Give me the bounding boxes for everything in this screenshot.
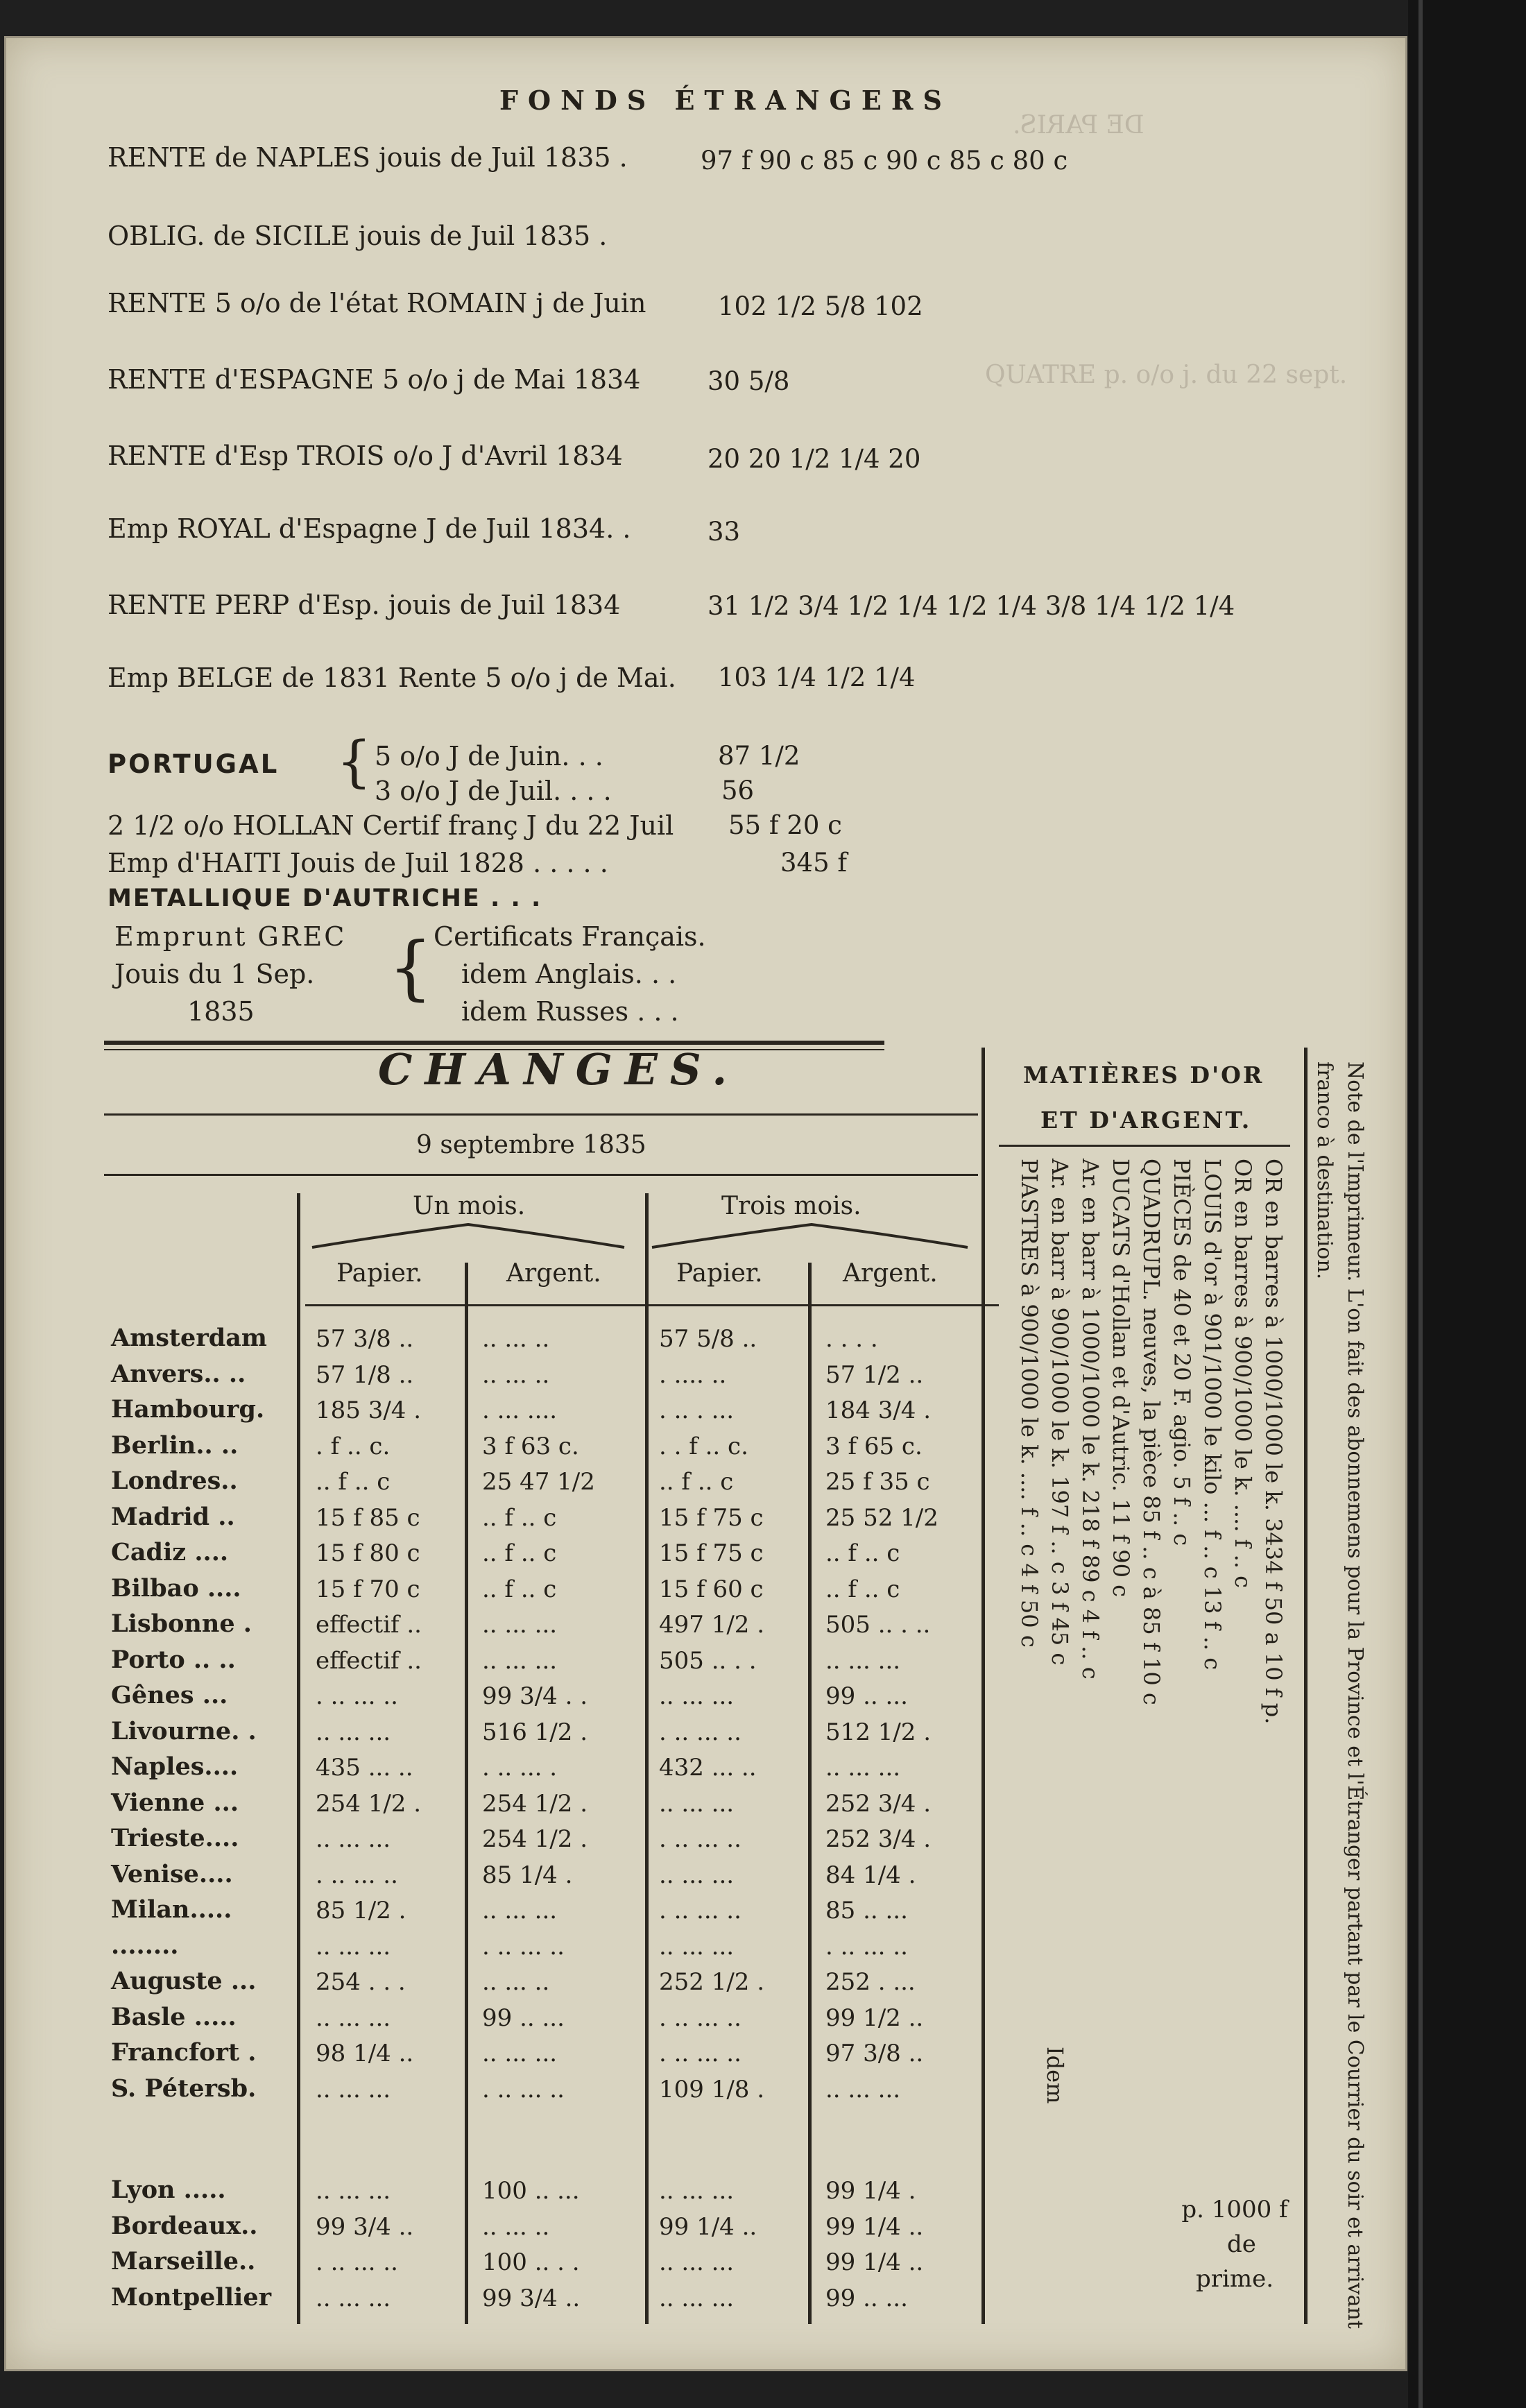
exchange-city: Basle .....: [111, 2002, 237, 2031]
exchange-cell: 99 3/4 ..: [316, 2212, 414, 2241]
exchange-city: Trieste....: [111, 1824, 239, 1852]
exchange-cell: 97 3/8 ..: [825, 2040, 924, 2067]
exchange-cell: . .. ... ..: [482, 1932, 565, 1961]
exchange-cell: . .. ... .: [482, 1754, 558, 1782]
metallique-label: METALLIQUE D'AUTRICHE . . .: [108, 885, 542, 912]
matieres-line: LOUIS d'or à 901/1000 le kilo ... f .. c 13 f .. c: [1199, 1159, 1226, 1671]
exchange-cell: 497 1/2 .: [659, 1611, 765, 1639]
exchange-cell: 512 1/2 .: [825, 1718, 932, 1746]
exchange-cell: . .. . ...: [659, 1397, 735, 1424]
exchange-cell: 254 1/2 .: [316, 1789, 422, 1818]
grec-line3: 1835: [187, 996, 255, 1027]
exchange-cell: 505 .. . .: [659, 1646, 757, 1675]
matieres-line: OR en barres à 900/1000 le k. .... f .. c: [1230, 1159, 1256, 1589]
exchange-cell: . .. ... ..: [659, 2040, 741, 2067]
matieres-rule: [999, 1145, 1290, 1147]
exchange-cell: 25 f 35 c: [825, 1468, 930, 1496]
exchange-cell: .. ... ...: [482, 1897, 558, 1924]
portugal-line1: 5 o/o J de Juin. . .: [375, 741, 603, 771]
grec-line1: Emprunt GREC: [114, 921, 347, 952]
grec-cert3: idem Russes . . .: [461, 996, 679, 1027]
exchange-cell: 57 1/2 ..: [825, 1360, 924, 1389]
matieres-line: PIASTRES à 900/1000 le k. .... f .. c 4 f 50 c: [1016, 1159, 1043, 1648]
exchange-cell: 99 .. ...: [482, 2004, 565, 2032]
matieres-line: PIÈCES de 40 et 20 F. agio. 5 f .. c: [1169, 1159, 1195, 1546]
prime-line1: p. 1000 f: [1181, 2196, 1288, 2223]
portugal-brace: {: [336, 729, 372, 794]
exchange-city: Francfort .: [111, 2038, 257, 2067]
exchange-cell: 98 1/4 ..: [316, 2040, 414, 2067]
fonds-row-quote: 30 5/8: [708, 366, 790, 396]
exchange-cell: . . . .: [825, 1325, 878, 1353]
exchange-cell: .. f .. c: [482, 1575, 557, 1603]
exchange-city: Madrid ..: [111, 1502, 235, 1531]
exchange-city: S. Pétersb.: [111, 2074, 257, 2103]
exchange-cell: 99 1/4 ..: [825, 2212, 924, 2241]
exchange-city: Bilbao ....: [111, 1573, 241, 1603]
haiti-quote: 345 f: [780, 848, 848, 878]
fonds-row-label: OBLIG. de SICILE jouis de Juil 1835 .: [108, 221, 608, 251]
table-rule: [297, 1193, 300, 2324]
exchange-cell: 185 3/4 .: [316, 1397, 422, 1424]
exchange-cell: 252 1/2 .: [659, 1968, 765, 1996]
changes-rule: [104, 1113, 978, 1116]
exchange-cell: .. ... ...: [316, 1825, 391, 1853]
bleed-through-text: DE PARIS.: [1013, 111, 1144, 139]
table-rule: [465, 1263, 468, 2324]
exchange-cell: .. ... ...: [659, 1682, 735, 1710]
fonds-row-quote: 31 1/2 3/4 1/2 1/4 1/2 1/4 3/8 1/4 1/2 1/4: [708, 591, 1235, 621]
exchange-cell: 99 1/4 ..: [825, 2248, 924, 2276]
exchange-cell: . f .. c.: [316, 1432, 391, 1460]
exchange-cell: .. ... ...: [825, 1646, 901, 1675]
exchange-cell: .. ... ...: [659, 1932, 735, 1961]
exchange-cell: 15 f 70 c: [316, 1575, 420, 1603]
table-rule: [808, 1263, 812, 2324]
exchange-cell: .. ... ..: [482, 1968, 550, 1996]
exchange-city: Amsterdam: [111, 1324, 267, 1352]
exchange-city: Livourne. .: [111, 1716, 257, 1745]
exchange-cell: . .. ... ..: [825, 1932, 908, 1961]
exchange-cell: . .. ... ..: [659, 2004, 741, 2032]
exchange-cell: .. f .. c: [316, 1468, 391, 1496]
table-rule: [645, 1193, 649, 2324]
fonds-title: FONDS ÉTRANGERS: [499, 85, 952, 116]
exchange-cell: 85 1/2 .: [316, 1897, 406, 1924]
exchange-cell: 99 1/4 .: [825, 2177, 916, 2205]
exchange-cell: 15 f 80 c: [316, 1539, 420, 1567]
header-underline: [305, 1304, 999, 1306]
exchange-cell: 57 3/8 ..: [316, 1325, 414, 1353]
exchange-cell: .. ... ..: [482, 1360, 550, 1389]
exchange-cell: 100 .. . .: [482, 2248, 580, 2276]
exchange-cell: .. ... ...: [825, 2075, 901, 2103]
matieres-title-1: MATIÈRES D'OR: [1023, 1061, 1264, 1088]
exchange-city: Gênes ...: [111, 1681, 228, 1709]
prime-line3: prime.: [1195, 2265, 1274, 2293]
exchange-cell: 84 1/4 .: [825, 1861, 916, 1889]
exchange-cell: .. ... ...: [316, 2284, 391, 2312]
exchange-city: Hambourg.: [111, 1395, 265, 1424]
exchange-cell: .. ... ...: [659, 2248, 735, 2276]
exchange-city: Anvers.. ..: [111, 1359, 246, 1388]
exchange-cell: 184 3/4 .: [825, 1397, 932, 1424]
col-argent-1: Argent.: [506, 1259, 601, 1288]
exchange-city: Lyon .....: [111, 2176, 226, 2204]
col-papier-3: Papier.: [676, 1259, 763, 1288]
exchange-cell: 99 3/4 . .: [482, 1682, 588, 1710]
exchange-cell: 432 ... ..: [659, 1754, 757, 1782]
matieres-line: DUCATS d'Hollan et d'Autric. 11 f 90 c: [1108, 1159, 1134, 1598]
exchange-cell: . .. ... ..: [659, 1825, 741, 1853]
exchange-cell: .. ... ...: [825, 1754, 901, 1782]
exchange-city: Cadiz ....: [111, 1538, 229, 1566]
fonds-row-quote: 103 1/4 1/2 1/4: [718, 663, 916, 692]
exchange-cell: . ... ....: [482, 1397, 558, 1424]
hollan-quote: 55 f 20 c: [728, 810, 842, 840]
exchange-city: Marseille..: [111, 2247, 256, 2275]
exchange-cell: 252 3/4 .: [825, 1789, 932, 1818]
imprimeur-note: Note de l'Imprimeur. L'on fait des abonnemens pour la Province et l'Étranger partant par le Courrier du soir et arrivant franco à destination.: [1312, 1061, 1367, 2329]
exchange-cell: .. ... ..: [482, 1325, 550, 1353]
exchange-cell: .. ... ...: [482, 1646, 558, 1675]
exchange-cell: . .. ... ..: [316, 2248, 398, 2276]
exchange-cell: .. ... ...: [316, 1718, 391, 1746]
fonds-row-label: RENTE d'ESPAGNE 5 o/o j de Mai 1834: [108, 364, 641, 395]
idem-label: Idem: [1042, 2047, 1068, 2104]
fonds-row-label: RENTE 5 o/o de l'état ROMAIN j de Juin: [108, 288, 646, 318]
changes-title: CHANGES.: [378, 1044, 740, 1095]
exchange-city: Lisbonne .: [111, 1609, 252, 1638]
fonds-row-label: RENTE de NAPLES jouis de Juil 1835 .: [108, 142, 628, 173]
exchange-cell: 3 f 65 c.: [825, 1432, 923, 1460]
exchange-cell: .. ... ..: [482, 2212, 550, 2241]
fonds-row-label: RENTE PERP d'Esp. jouis de Juil 1834: [108, 590, 621, 620]
exchange-cell: 99 .. ...: [825, 1682, 908, 1710]
exchange-cell: . .... ..: [659, 1360, 727, 1389]
exchange-cell: 57 1/8 ..: [316, 1360, 414, 1389]
exchange-cell: .. ... ...: [659, 2284, 735, 2312]
changes-date: 9 septembre 1835: [416, 1131, 646, 1159]
bleed-through-text: QUATRE p. o/o j. du 22 sept.: [985, 361, 1348, 389]
exchange-cell: 57 5/8 ..: [659, 1325, 757, 1353]
exchange-cell: .. f .. c: [825, 1575, 900, 1603]
exchange-cell: 15 f 60 c: [659, 1575, 764, 1603]
col-un-mois: Un mois.: [413, 1192, 526, 1220]
exchange-cell: .. ... ...: [316, 2075, 391, 2103]
exchange-city: Auguste ...: [111, 1967, 257, 1995]
exchange-cell: .. ... ...: [482, 2040, 558, 2067]
col-trois-mois: Trois mois.: [721, 1192, 861, 1220]
fonds-row-quote: 97 f 90 c 85 c 90 c 85 c 80 c: [701, 146, 1068, 176]
exchange-cell: effectif ..: [316, 1611, 422, 1639]
header-swashes: [305, 1221, 971, 1256]
fonds-row-quote: 102 1/2 5/8 102: [718, 291, 923, 321]
portugal-line2: 3 o/o J de Juil. . . .: [375, 776, 612, 806]
exchange-cell: .. ... ...: [482, 1611, 558, 1639]
grec-cert2: idem Anglais. . .: [461, 959, 677, 989]
exchange-cell: .. ... ...: [659, 1861, 735, 1889]
exchange-cell: .. f .. c: [659, 1468, 734, 1496]
table-rule: [981, 1048, 985, 2324]
portugal-label: PORTUGAL: [108, 749, 280, 779]
exchange-city: Naples....: [111, 1752, 239, 1781]
exchange-cell: 15 f 85 c: [316, 1503, 420, 1532]
exchange-cell: 99 .. ...: [825, 2284, 908, 2312]
exchange-cell: 85 .. ...: [825, 1897, 908, 1924]
exchange-cell: . .. ... ..: [659, 1718, 741, 1746]
exchange-cell: 254 1/2 .: [482, 1789, 588, 1818]
exchange-cell: 252 3/4 .: [825, 1825, 932, 1853]
exchange-cell: 3 f 63 c.: [482, 1432, 579, 1460]
exchange-cell: . .. ... ..: [482, 2075, 565, 2103]
portugal-quote2: 56: [721, 776, 755, 805]
exchange-city: Montpellier: [111, 2282, 272, 2312]
exchange-cell: 99 3/4 ..: [482, 2284, 581, 2312]
exchange-cell: 15 f 75 c: [659, 1539, 764, 1567]
fonds-row-label: Emp ROYAL d'Espagne J de Juil 1834. .: [108, 513, 631, 544]
exchange-cell: 25 47 1/2: [482, 1468, 595, 1496]
changes-rule: [104, 1174, 978, 1176]
exchange-cell: .. f .. c: [825, 1539, 900, 1567]
exchange-cell: 109 1/8 .: [659, 2075, 765, 2103]
matieres-line: Ar. en barr à 1000/1000 le k. 218 f 89 c 4 f .. c: [1077, 1159, 1104, 1680]
col-argent-3: Argent.: [843, 1259, 938, 1288]
matieres-line: Ar. en barr à 900/1000 le k. 197 f .. c 3 f 45 c: [1047, 1159, 1073, 1666]
exchange-cell: .. ... ...: [316, 1932, 391, 1961]
exchange-city: Milan.....: [111, 1895, 232, 1924]
exchange-city: Porto .. ..: [111, 1645, 236, 1674]
matieres-title-2: ET D'ARGENT.: [1040, 1107, 1252, 1134]
exchange-cell: . . f .. c.: [659, 1432, 748, 1460]
grec-cert1: Certificats Français.: [434, 921, 706, 952]
table-rule: [1304, 1048, 1308, 2324]
fonds-row-quote: 20 20 1/2 1/4 20: [708, 444, 921, 474]
exchange-cell: . .. ... ..: [659, 1897, 741, 1924]
matieres-line: OR en barres à 1000/1000 le k. 3434 f 50 a 10 f p.: [1260, 1159, 1287, 1725]
portugal-quote1: 87 1/2: [718, 741, 800, 771]
exchange-cell: 15 f 75 c: [659, 1503, 764, 1532]
col-papier-1: Papier.: [336, 1259, 423, 1288]
exchange-city: Venise....: [111, 1859, 233, 1888]
exchange-cell: 516 1/2 .: [482, 1718, 588, 1746]
binding-line: [1418, 0, 1423, 2408]
exchange-cell: effectif ..: [316, 1646, 422, 1675]
exchange-cell: 99 1/4 ..: [659, 2212, 757, 2241]
exchange-cell: .. f .. c: [482, 1539, 557, 1567]
hollan-label: 2 1/2 o/o HOLLAN Certif franç J du 22 Juil: [108, 810, 674, 841]
exchange-cell: 100 .. ...: [482, 2177, 580, 2205]
exchange-cell: 25 52 1/2: [825, 1503, 938, 1532]
exchange-cell: .. ... ...: [316, 2004, 391, 2032]
exchange-cell: 254 . . .: [316, 1968, 406, 1996]
exchange-cell: . .. ... ..: [316, 1682, 398, 1710]
exchange-city: Berlin.. ..: [111, 1431, 239, 1460]
exchange-city: Bordeaux..: [111, 2211, 258, 2240]
grec-brace: {: [388, 927, 433, 1008]
binding-edge: [1408, 0, 1526, 2408]
exchange-cell: .. f .. c: [482, 1503, 557, 1532]
exchange-city: Vienne ...: [111, 1788, 239, 1817]
exchange-city: Londres..: [111, 1467, 238, 1495]
fonds-row-label: Emp BELGE de 1831 Rente 5 o/o j de Mai.: [108, 663, 676, 693]
exchange-cell: 85 1/4 .: [482, 1861, 573, 1889]
exchange-city: ........: [111, 1931, 179, 1960]
fonds-row-label: RENTE d'Esp TROIS o/o J d'Avril 1834: [108, 441, 623, 471]
exchange-cell: 254 1/2 .: [482, 1825, 588, 1853]
prime-line2: de: [1227, 2230, 1256, 2258]
fonds-row-quote: 33: [708, 517, 741, 547]
exchange-cell: .. ... ...: [316, 2177, 391, 2205]
matieres-line: QUADRUPL. neuves, la pièce 85 f .. c à 85 f 10 c: [1138, 1159, 1165, 1705]
exchange-cell: .. ... ...: [659, 1789, 735, 1818]
exchange-cell: 435 ... ..: [316, 1754, 413, 1782]
haiti-label: Emp d'HAITI Jouis de Juil 1828 . . . . .: [108, 848, 608, 878]
grec-line2: Jouis du 1 Sep.: [114, 959, 315, 989]
exchange-cell: . .. ... ..: [316, 1861, 398, 1889]
exchange-cell: .. ... ...: [659, 2177, 735, 2205]
exchange-cell: 505 .. . ..: [825, 1611, 931, 1639]
exchange-cell: 99 1/2 ..: [825, 2004, 924, 2032]
exchange-cell: 252 . ...: [825, 1968, 916, 1996]
